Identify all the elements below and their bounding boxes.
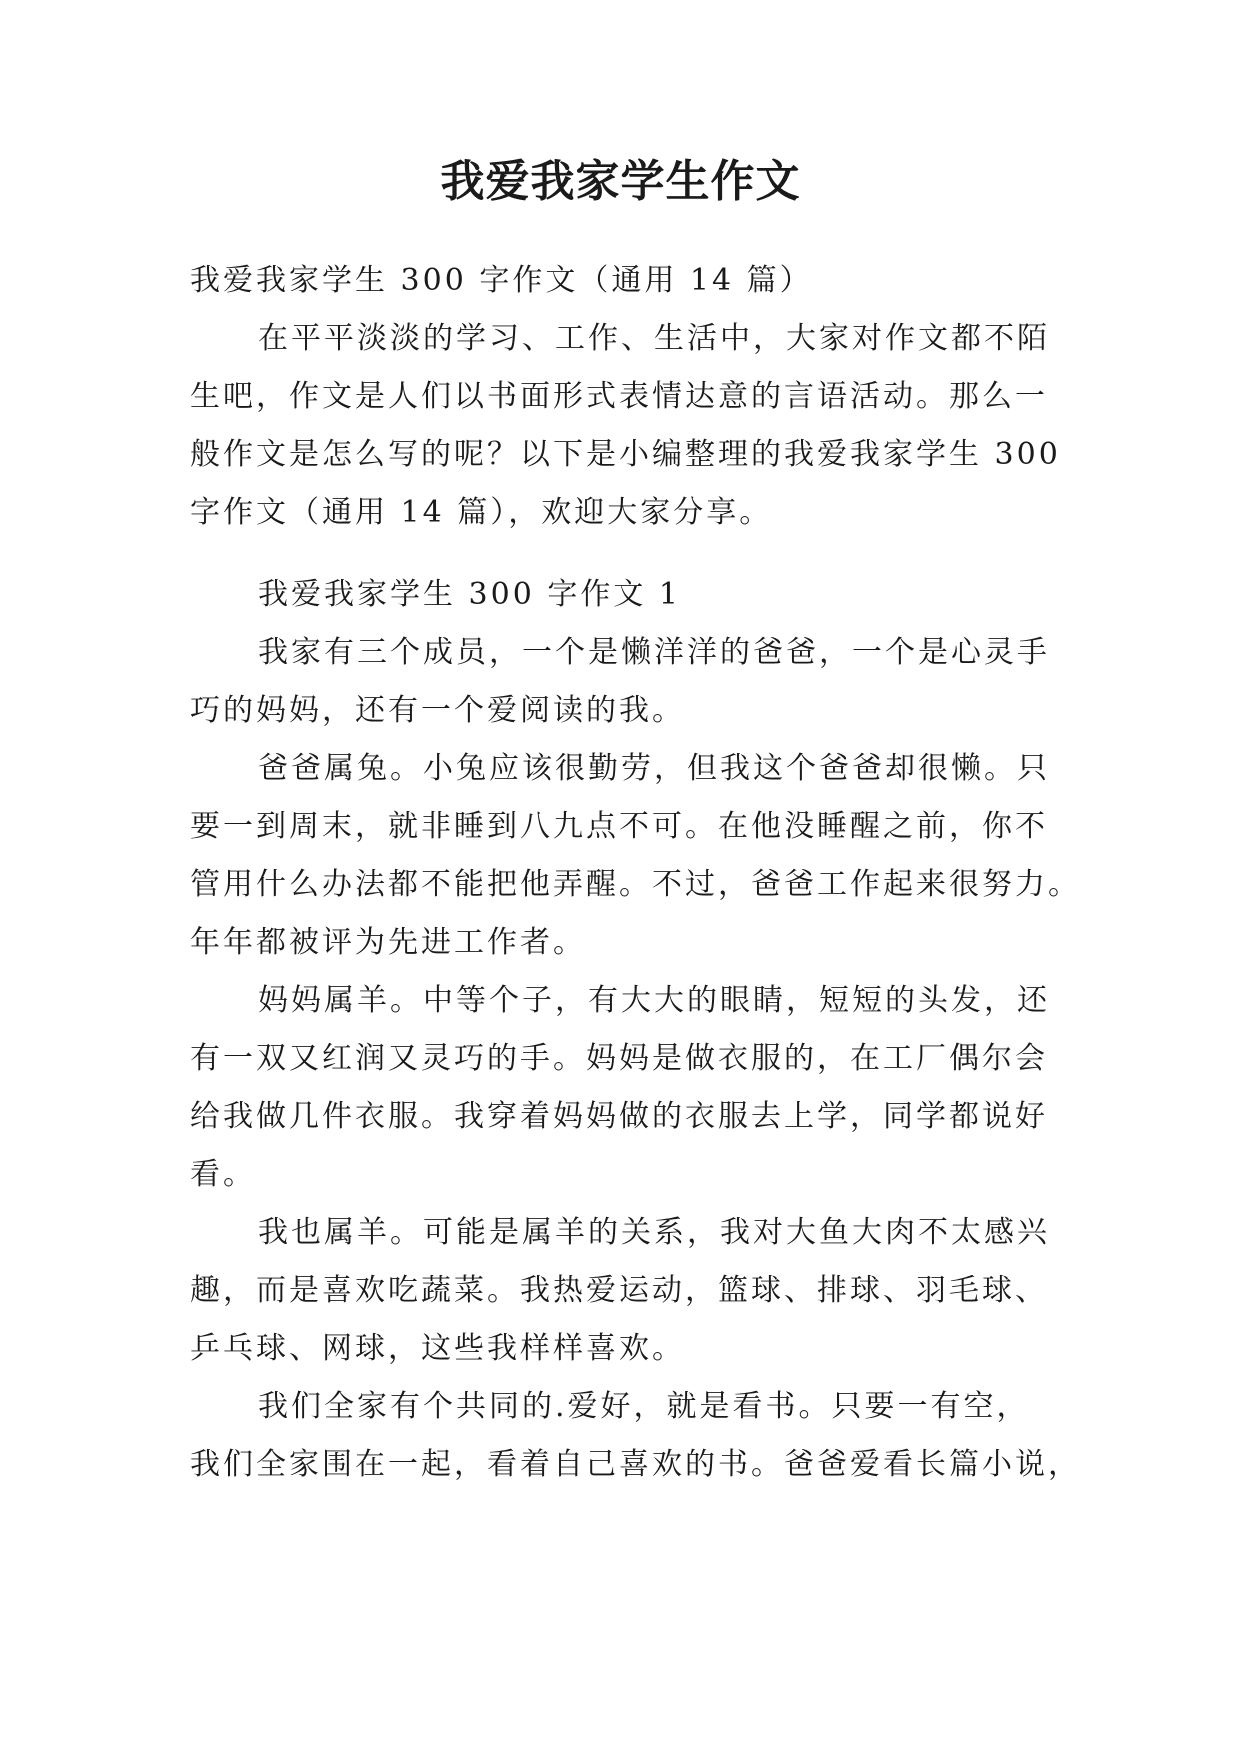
paragraph-line: 年年都被评为先进工作者。 [190, 925, 586, 960]
document-body [190, 252, 1060, 542]
paragraph-line: 我家有三个成员，一个是懒洋洋的爸爸，一个是心灵手 [258, 635, 1050, 670]
document-subtitle: 我爱我家学生 300 字作文（通用 14 篇） [190, 263, 813, 298]
paragraph-line: 妈妈属羊。中等个子，有大大的眼睛，短短的头发，还 [258, 983, 1050, 1018]
paragraph-line: 我们全家有个共同的.爱好，就是看书。只要一有空， [258, 1389, 1030, 1424]
paragraph-line: 我们全家围在一起，看着自己喜欢的书。爸爸爱看长篇小说， [190, 1447, 1081, 1482]
essay-body [190, 566, 1081, 1494]
essay-heading: 我爱我家学生 300 字作文 1 [258, 577, 681, 612]
paragraph-line: 我也属羊。可能是属羊的关系，我对大鱼大肉不太感兴 [258, 1215, 1050, 1250]
paragraph-line: 看。 [190, 1157, 256, 1192]
paragraph-line: 管用什么办法都不能把他弄醒。不过，爸爸工作起来很努力。 [190, 867, 1081, 902]
intro-line: 生吧，作文是人们以书面形式表情达意的言语活动。那么一 [190, 379, 1048, 414]
intro-line: 般作文是怎么写的呢？以下是小编整理的我爱我家学生 300 [190, 437, 1061, 472]
document-title: 我爱我家学生作文 [440, 156, 801, 207]
paragraph-line: 给我做几件衣服。我穿着妈妈做的衣服去上学，同学都说好 [190, 1099, 1048, 1134]
paragraph-line: 有一双又红润又灵巧的手。妈妈是做衣服的，在工厂偶尔会 [190, 1041, 1048, 1076]
paragraph-line: 要一到周末，就非睡到八九点不可。在他没睡醒之前，你不 [190, 809, 1048, 844]
paragraph-line: 乒乓球、网球，这些我样样喜欢。 [190, 1331, 685, 1366]
intro-line: 字作文（通用 14 篇），欢迎大家分享。 [190, 495, 773, 530]
paragraph-line: 巧的妈妈，还有一个爱阅读的我。 [190, 693, 685, 728]
intro-line: 在平平淡淡的学习、工作、生活中，大家对作文都不陌 [258, 321, 1050, 356]
paragraph-line: 爸爸属兔。小兔应该很勤劳，但我这个爸爸却很懒。只 [258, 751, 1050, 786]
paragraph-line: 趣，而是喜欢吃蔬菜。我热爱运动，篮球、排球、羽毛球、 [190, 1273, 1048, 1308]
